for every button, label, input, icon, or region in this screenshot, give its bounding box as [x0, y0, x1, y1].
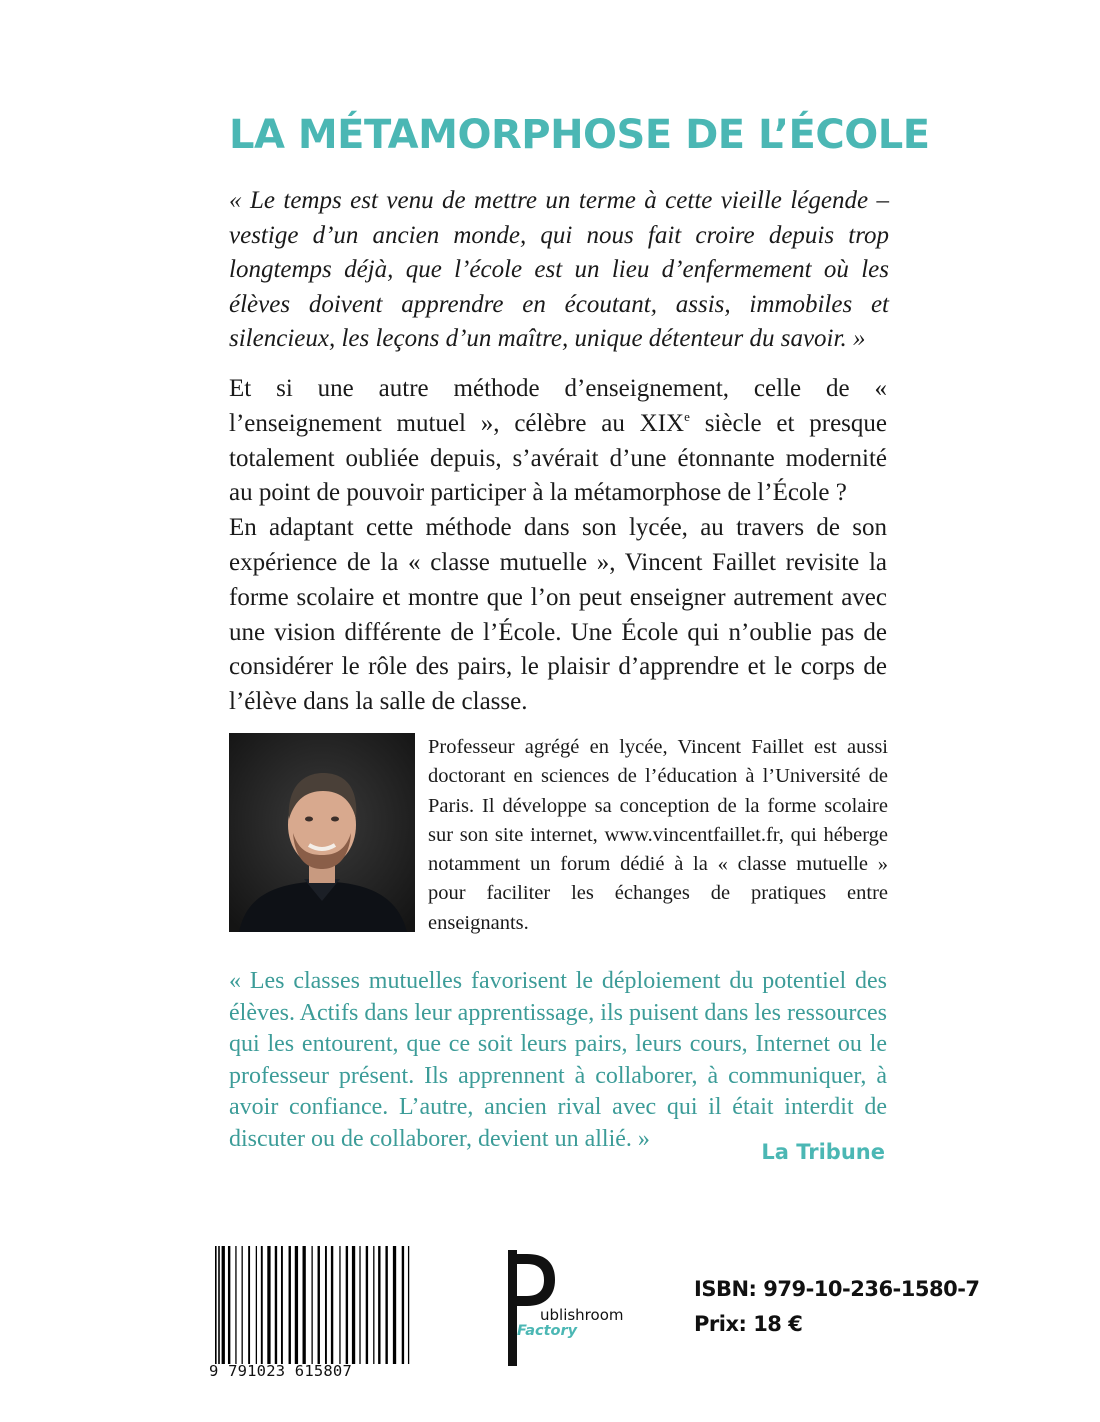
isbn: ISBN: 979-10-236-1580-7: [694, 1277, 980, 1301]
description-paragraph-2: En adaptant cette méthode dans son lycée, au travers de son expérience de la « classe mutuelle », Vincent Faillet revisite la forme scolaire et montre que l’on peut enseigner autrement avec une vision différente de l’École. Une École qui n’oublie pas de considérer le rôle des pairs, le plaisir d’apprendre et le corps de l’élève dans la salle de classe.: [229, 514, 887, 716]
intro-quote: « Le temps est venu de mettre un terme à cette vieille légende – vestige d’un ancien monde, qui nous fait croire depuis trop longtemps déjà, que l’école est un lieu d’enfermement où les élèves doivent apprendre en écoutant, assis, immobiles et silencieux, les leçons d’un maître, unique détenteur du savoir. »: [229, 187, 889, 353]
author-bio: Professeur agrégé en lycée, Vincent Faillet est aussi doctorant en sciences de l’éducation à l’Université de Paris. Il développe sa conception de la forme scolaire sur son site internet, www.vincentfaillet.fr, qui héberge notamment un forum dédié à la « classe mutuelle » pour faciliter les échanges de pratiques entre enseignants.: [428, 736, 888, 934]
price: Prix: 18 €: [694, 1312, 803, 1336]
description-text-1b: siècle et presque totalement oubliée depuis, s’avérait d’une étonnante modernité au point de pouvoir participer à la métamorphose de l’École ?: [229, 409, 887, 507]
book-title: LA MÉTAMORPHOSE DE L’ÉCOLE: [229, 112, 930, 158]
description-paragraph-1: [229, 372, 887, 511]
publisher-imprint: Factory: [517, 1323, 578, 1339]
press-review-quote: « Les classes mutuelles favorisent le déploiement du potentiel des élèves. Actifs dans leur apprentissage, ils puisent dans les ressources qui les entourent, que ce soit leurs pairs, leurs cours, Internet ou le professeur présent. Ils apprennent à collaborer, à communiquer, à avoir confiance. L’autre, ancien rival avec qui il était interdit de discuter ou de collaborer, devient un allié. »: [229, 968, 887, 1152]
publisher-name: ublishroom: [540, 1306, 624, 1324]
press-review-source: La Tribune: [761, 1140, 885, 1164]
description-text-1a: Et si une autre méthode d’enseignement, celle de « l’enseignement mutuel », célèbre au XIX: [229, 375, 887, 437]
century-superscript: e: [684, 408, 690, 424]
barcode-digits: 9 791023 615807: [209, 1362, 352, 1380]
author-photo: [229, 733, 415, 932]
book-description: [229, 372, 887, 720]
barcode: [209, 1246, 419, 1364]
